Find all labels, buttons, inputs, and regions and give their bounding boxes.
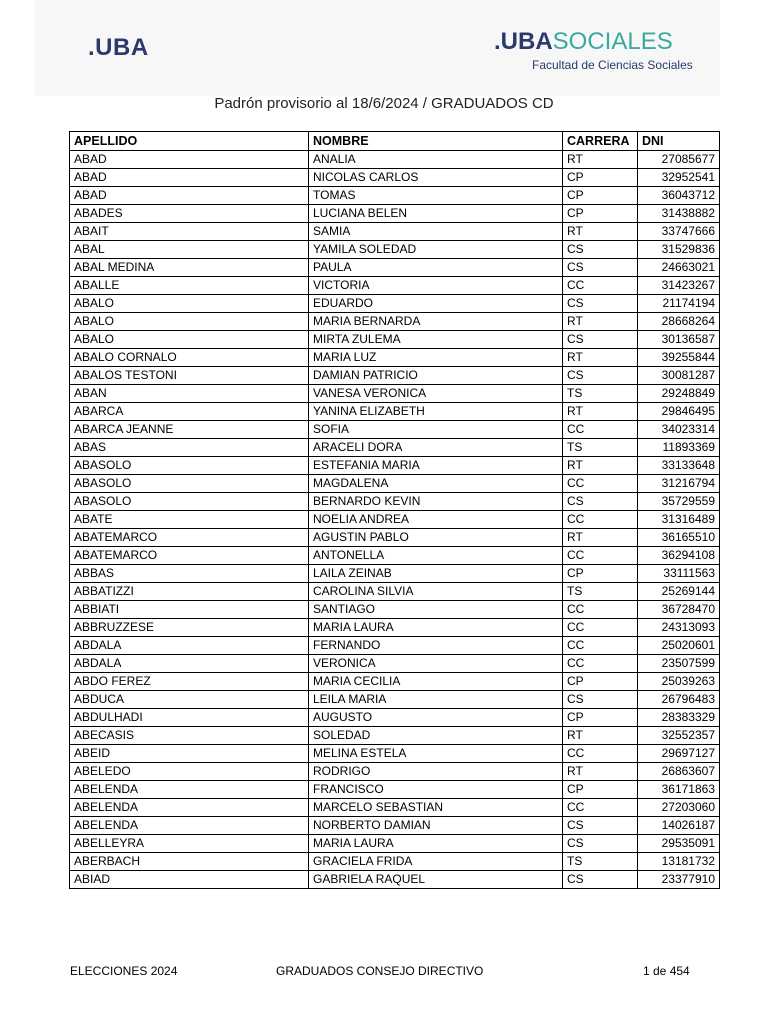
cell-carrera: CP bbox=[563, 709, 638, 727]
table-row bbox=[70, 691, 720, 709]
cell-dni: 36165510 bbox=[638, 529, 720, 547]
cell-dni: 25039263 bbox=[638, 673, 720, 691]
cell-apellido: ABASOLO bbox=[70, 475, 309, 493]
cell-dni: 30136587 bbox=[638, 331, 720, 349]
cell-nombre: VICTORIA bbox=[309, 277, 563, 295]
cell-apellido: ABBAS bbox=[70, 565, 309, 583]
cell-carrera: CS bbox=[563, 871, 638, 889]
cell-nombre: MARIA LUZ bbox=[309, 349, 563, 367]
cell-dni: 23377910 bbox=[638, 871, 720, 889]
cell-dni: 31423267 bbox=[638, 277, 720, 295]
cell-carrera: CS bbox=[563, 295, 638, 313]
cell-nombre: BERNARDO KEVIN bbox=[309, 493, 563, 511]
table-row bbox=[70, 277, 720, 295]
cell-carrera: TS bbox=[563, 853, 638, 871]
cell-nombre: PAULA bbox=[309, 259, 563, 277]
cell-carrera: CC bbox=[563, 421, 638, 439]
cell-apellido: ABATEMARCO bbox=[70, 547, 309, 565]
cell-dni: 28668264 bbox=[638, 313, 720, 331]
cell-apellido: ABAL bbox=[70, 241, 309, 259]
cell-nombre: SANTIAGO bbox=[309, 601, 563, 619]
cell-apellido: ABADES bbox=[70, 205, 309, 223]
cell-apellido: ABELLEYRA bbox=[70, 835, 309, 853]
cell-apellido: ABAS bbox=[70, 439, 309, 457]
cell-carrera: RT bbox=[563, 151, 638, 169]
cell-apellido: ABALLE bbox=[70, 277, 309, 295]
cell-carrera: CS bbox=[563, 817, 638, 835]
cell-nombre: SAMIA bbox=[309, 223, 563, 241]
cell-dni: 26863607 bbox=[638, 763, 720, 781]
cell-dni: 25020601 bbox=[638, 637, 720, 655]
cell-dni: 14026187 bbox=[638, 817, 720, 835]
cell-dni: 11893369 bbox=[638, 439, 720, 457]
cell-nombre: VERONICA bbox=[309, 655, 563, 673]
cell-apellido: ABALO bbox=[70, 331, 309, 349]
cell-dni: 29697127 bbox=[638, 745, 720, 763]
cell-carrera: CS bbox=[563, 835, 638, 853]
table-body bbox=[70, 151, 720, 889]
cell-apellido: ABALOS TESTONI bbox=[70, 367, 309, 385]
cell-carrera: RT bbox=[563, 313, 638, 331]
cell-nombre: MARIA LAURA bbox=[309, 619, 563, 637]
cell-dni: 13181732 bbox=[638, 853, 720, 871]
cell-dni: 36294108 bbox=[638, 547, 720, 565]
table-row bbox=[70, 511, 720, 529]
cell-nombre: CAROLINA SILVIA bbox=[309, 583, 563, 601]
cell-apellido: ABDUCA bbox=[70, 691, 309, 709]
cell-nombre: LEILA MARIA bbox=[309, 691, 563, 709]
cell-nombre: SOLEDAD bbox=[309, 727, 563, 745]
cell-nombre: ARACELI DORA bbox=[309, 439, 563, 457]
voter-roll-table bbox=[69, 131, 720, 889]
table-row bbox=[70, 799, 720, 817]
cell-apellido: ABALO bbox=[70, 313, 309, 331]
cell-apellido: ABARCA JEANNE bbox=[70, 421, 309, 439]
cell-nombre: YAMILA SOLEDAD bbox=[309, 241, 563, 259]
cell-nombre: EDUARDO bbox=[309, 295, 563, 313]
cell-carrera: CS bbox=[563, 691, 638, 709]
cell-apellido: ABELENDA bbox=[70, 817, 309, 835]
cell-carrera: CC bbox=[563, 475, 638, 493]
cell-carrera: CC bbox=[563, 799, 638, 817]
table-row bbox=[70, 601, 720, 619]
cell-apellido: ABDULHADI bbox=[70, 709, 309, 727]
cell-carrera: CS bbox=[563, 493, 638, 511]
cell-carrera: CS bbox=[563, 367, 638, 385]
table-row bbox=[70, 421, 720, 439]
cell-carrera: RT bbox=[563, 529, 638, 547]
table-row bbox=[70, 151, 720, 169]
table-row bbox=[70, 385, 720, 403]
cell-apellido: ABIAD bbox=[70, 871, 309, 889]
cell-nombre: AGUSTIN PABLO bbox=[309, 529, 563, 547]
column-header-apellido: APELLIDO bbox=[70, 132, 309, 151]
cell-nombre: GABRIELA RAQUEL bbox=[309, 871, 563, 889]
cell-dni: 24313093 bbox=[638, 619, 720, 637]
cell-apellido: ABATE bbox=[70, 511, 309, 529]
cell-nombre: MARIA CECILIA bbox=[309, 673, 563, 691]
table-row bbox=[70, 655, 720, 673]
cell-apellido: ABAN bbox=[70, 385, 309, 403]
cell-dni: 33111563 bbox=[638, 565, 720, 583]
table-row bbox=[70, 619, 720, 637]
cell-apellido: ABEID bbox=[70, 745, 309, 763]
cell-apellido: ABASOLO bbox=[70, 493, 309, 511]
cell-nombre: LAILA ZEINAB bbox=[309, 565, 563, 583]
table-row bbox=[70, 367, 720, 385]
table-row bbox=[70, 493, 720, 511]
cell-nombre: MARCELO SEBASTIAN bbox=[309, 799, 563, 817]
table-row bbox=[70, 727, 720, 745]
cell-apellido: ABAD bbox=[70, 169, 309, 187]
cell-apellido: ABATEMARCO bbox=[70, 529, 309, 547]
cell-dni: 26796483 bbox=[638, 691, 720, 709]
cell-nombre: NICOLAS CARLOS bbox=[309, 169, 563, 187]
cell-nombre: ANALIA bbox=[309, 151, 563, 169]
table-row bbox=[70, 331, 720, 349]
cell-apellido: ABAIT bbox=[70, 223, 309, 241]
table-row bbox=[70, 205, 720, 223]
table-row bbox=[70, 439, 720, 457]
cell-apellido: ABALO CORNALO bbox=[70, 349, 309, 367]
cell-carrera: CC bbox=[563, 547, 638, 565]
cell-dni: 21174194 bbox=[638, 295, 720, 313]
table-row bbox=[70, 457, 720, 475]
cell-apellido: ABERBACH bbox=[70, 853, 309, 871]
cell-carrera: CS bbox=[563, 241, 638, 259]
cell-dni: 30081287 bbox=[638, 367, 720, 385]
cell-carrera: CC bbox=[563, 745, 638, 763]
cell-nombre: DAMIAN PATRICIO bbox=[309, 367, 563, 385]
cell-nombre: ANTONELLA bbox=[309, 547, 563, 565]
cell-carrera: CC bbox=[563, 619, 638, 637]
cell-carrera: CC bbox=[563, 601, 638, 619]
cell-carrera: TS bbox=[563, 583, 638, 601]
table-row bbox=[70, 565, 720, 583]
cell-dni: 35729559 bbox=[638, 493, 720, 511]
cell-nombre: NOELIA ANDREA bbox=[309, 511, 563, 529]
cell-dni: 36043712 bbox=[638, 187, 720, 205]
cell-apellido: ABECASIS bbox=[70, 727, 309, 745]
cell-apellido: ABDO FEREZ bbox=[70, 673, 309, 691]
cell-nombre: AUGUSTO bbox=[309, 709, 563, 727]
page-title: Padrón provisorio al 18/6/2024 / GRADUADOS CD bbox=[214, 95, 554, 112]
uba-sociales-logo-main: .UBA bbox=[494, 28, 553, 55]
uba-logo: .UBA bbox=[88, 34, 149, 61]
page-number: 1 de 454 bbox=[643, 964, 690, 978]
cell-nombre: RODRIGO bbox=[309, 763, 563, 781]
uba-sociales-logo-accent: SOCIALES bbox=[552, 28, 673, 55]
column-header-dni: DNI bbox=[638, 132, 720, 151]
cell-carrera: CP bbox=[563, 565, 638, 583]
table-row bbox=[70, 673, 720, 691]
cell-carrera: CP bbox=[563, 673, 638, 691]
cell-dni: 34023314 bbox=[638, 421, 720, 439]
cell-carrera: RT bbox=[563, 763, 638, 781]
cell-carrera: TS bbox=[563, 439, 638, 457]
cell-nombre: MARIA LAURA bbox=[309, 835, 563, 853]
cell-apellido: ABAL MEDINA bbox=[70, 259, 309, 277]
cell-dni: 29846495 bbox=[638, 403, 720, 421]
cell-nombre: TOMAS bbox=[309, 187, 563, 205]
cell-nombre: ESTEFANIA MARIA bbox=[309, 457, 563, 475]
cell-carrera: CP bbox=[563, 781, 638, 799]
cell-carrera: RT bbox=[563, 727, 638, 745]
cell-dni: 36728470 bbox=[638, 601, 720, 619]
cell-nombre: LUCIANA BELEN bbox=[309, 205, 563, 223]
cell-dni: 32552357 bbox=[638, 727, 720, 745]
cell-dni: 31438882 bbox=[638, 205, 720, 223]
cell-dni: 31216794 bbox=[638, 475, 720, 493]
cell-carrera: CP bbox=[563, 205, 638, 223]
cell-carrera: RT bbox=[563, 223, 638, 241]
cell-dni: 23507599 bbox=[638, 655, 720, 673]
cell-nombre: MELINA ESTELA bbox=[309, 745, 563, 763]
cell-dni: 29535091 bbox=[638, 835, 720, 853]
cell-carrera: RT bbox=[563, 457, 638, 475]
table-row bbox=[70, 241, 720, 259]
table-row bbox=[70, 745, 720, 763]
cell-apellido: ABARCA bbox=[70, 403, 309, 421]
cell-nombre: MAGDALENA bbox=[309, 475, 563, 493]
table-row bbox=[70, 547, 720, 565]
cell-carrera: RT bbox=[563, 349, 638, 367]
column-header-nombre: NOMBRE bbox=[309, 132, 563, 151]
cell-dni: 27085677 bbox=[638, 151, 720, 169]
cell-dni: 32952541 bbox=[638, 169, 720, 187]
table-row bbox=[70, 709, 720, 727]
table-row bbox=[70, 313, 720, 331]
cell-dni: 29248849 bbox=[638, 385, 720, 403]
table-row bbox=[70, 871, 720, 889]
cell-nombre: FRANCISCO bbox=[309, 781, 563, 799]
table-row bbox=[70, 529, 720, 547]
cell-carrera: TS bbox=[563, 385, 638, 403]
cell-dni: 36171863 bbox=[638, 781, 720, 799]
cell-apellido: ABALO bbox=[70, 295, 309, 313]
table-row bbox=[70, 853, 720, 871]
table-row bbox=[70, 475, 720, 493]
cell-dni: 31529836 bbox=[638, 241, 720, 259]
table-row bbox=[70, 259, 720, 277]
cell-nombre: FERNANDO bbox=[309, 637, 563, 655]
table-row bbox=[70, 295, 720, 313]
cell-carrera: CP bbox=[563, 169, 638, 187]
cell-nombre: MARIA BERNARDA bbox=[309, 313, 563, 331]
cell-apellido: ABELENDA bbox=[70, 781, 309, 799]
cell-nombre: YANINA ELIZABETH bbox=[309, 403, 563, 421]
cell-apellido: ABDALA bbox=[70, 655, 309, 673]
cell-carrera: CS bbox=[563, 331, 638, 349]
table-row bbox=[70, 187, 720, 205]
table-row bbox=[70, 169, 720, 187]
cell-dni: 33747666 bbox=[638, 223, 720, 241]
cell-apellido: ABELEDO bbox=[70, 763, 309, 781]
cell-carrera: CC bbox=[563, 655, 638, 673]
cell-carrera: CS bbox=[563, 259, 638, 277]
cell-apellido: ABAD bbox=[70, 151, 309, 169]
cell-dni: 25269144 bbox=[638, 583, 720, 601]
column-header-carrera: CARRERA bbox=[563, 132, 638, 151]
table-row bbox=[70, 583, 720, 601]
cell-apellido: ABBATIZZI bbox=[70, 583, 309, 601]
cell-apellido: ABAD bbox=[70, 187, 309, 205]
table-row bbox=[70, 835, 720, 853]
table-row bbox=[70, 223, 720, 241]
table-header-row bbox=[70, 132, 720, 151]
cell-dni: 39255844 bbox=[638, 349, 720, 367]
faculty-name: Facultad de Ciencias Sociales bbox=[532, 58, 693, 72]
uba-sociales-logo bbox=[494, 30, 693, 71]
cell-nombre: VANESA VERONICA bbox=[309, 385, 563, 403]
cell-carrera: CP bbox=[563, 187, 638, 205]
cell-nombre: NORBERTO DAMIAN bbox=[309, 817, 563, 835]
table-row bbox=[70, 781, 720, 799]
cell-apellido: ABBIATI bbox=[70, 601, 309, 619]
cell-dni: 27203060 bbox=[638, 799, 720, 817]
footer-section: GRADUADOS CONSEJO DIRECTIVO bbox=[276, 964, 484, 978]
cell-dni: 28383329 bbox=[638, 709, 720, 727]
cell-apellido: ABASOLO bbox=[70, 457, 309, 475]
table-row bbox=[70, 817, 720, 835]
cell-carrera: CC bbox=[563, 277, 638, 295]
cell-dni: 31316489 bbox=[638, 511, 720, 529]
cell-apellido: ABELENDA bbox=[70, 799, 309, 817]
table-row bbox=[70, 349, 720, 367]
cell-dni: 33133648 bbox=[638, 457, 720, 475]
cell-apellido: ABDALA bbox=[70, 637, 309, 655]
cell-carrera: RT bbox=[563, 403, 638, 421]
cell-nombre: SOFIA bbox=[309, 421, 563, 439]
footer-elections: ELECCIONES 2024 bbox=[70, 964, 178, 978]
cell-nombre: MIRTA ZULEMA bbox=[309, 331, 563, 349]
table-row bbox=[70, 637, 720, 655]
cell-carrera: CC bbox=[563, 511, 638, 529]
cell-apellido: ABBRUZZESE bbox=[70, 619, 309, 637]
cell-carrera: CC bbox=[563, 637, 638, 655]
cell-nombre: GRACIELA FRIDA bbox=[309, 853, 563, 871]
table-row bbox=[70, 403, 720, 421]
table-row bbox=[70, 763, 720, 781]
cell-dni: 24663021 bbox=[638, 259, 720, 277]
